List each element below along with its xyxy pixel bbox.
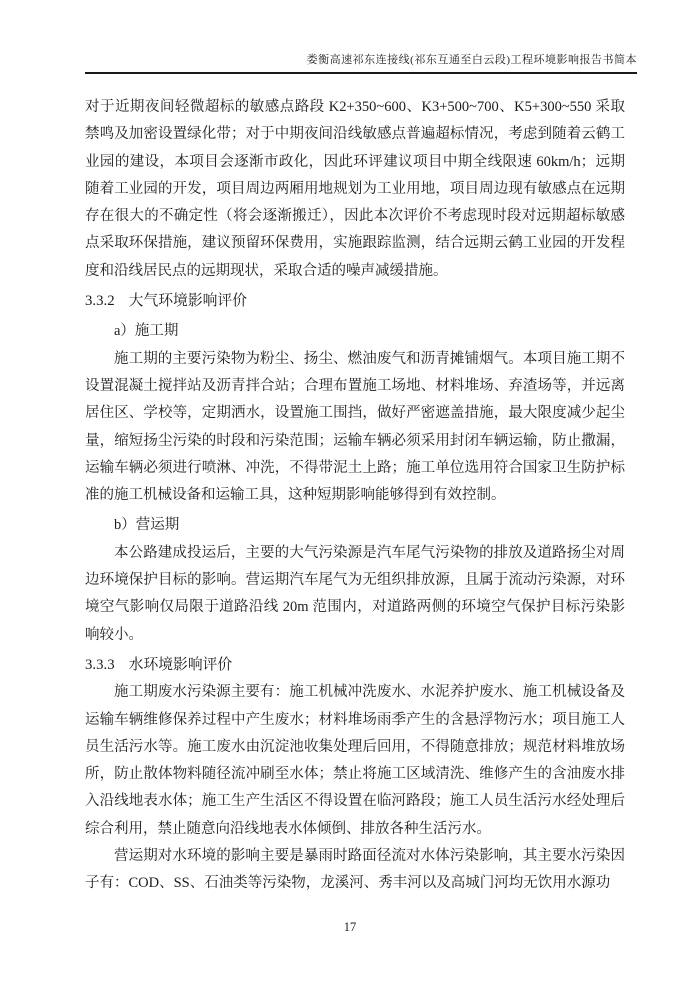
running-header-title: 娄衡高速祁东连接线(祁东互通至白云段)工程环境影响报告书简本 xyxy=(306,54,637,66)
section-heading-3-3-3 xyxy=(85,652,625,679)
subheading-construction-period: a）施工期 xyxy=(114,323,179,340)
page-footer xyxy=(0,920,700,935)
section-title: 水环境影响评价 xyxy=(128,656,233,673)
running-header xyxy=(85,52,637,74)
paragraph-noise-mitigation-continued: 对于近期夜间轻微超标的敏感点路段 K2+350~600、K3+500~700、K5+300~550 采取禁鸣及加密设置绿化带；对于中期夜间沿线敏感点普遍超标情况，考虑到随着云鹤工业园的建设，本项目会逐渐市政化，因此环评建议项目中期全线限速 60km/h；远期随着工业园的开发，项目周边两厢用地规划为工业用地，项目周边现有敏感点在远期存在很大的不确定性（将会逐渐搬迁），因此本次评价不考虑现时段对远期超标敏感点采取环保措施，建议预留环保费用，实施跟踪监测，结合远期云鹤工业园的开发程度和沿线居民点的远期现状，采取合适的噪声减缓措施。 xyxy=(85,99,625,279)
page-number: 17 xyxy=(343,920,357,934)
section-heading-3-3-2 xyxy=(85,288,625,315)
paragraph-operation-water-impact: 营运期对水环境的影响主要是暴雨时路面径流对水体污染影响，其主要水污染因子有：COD、SS、石油类等污染物，龙溪河、秀丰河以及高城门河均无饮用水源功 xyxy=(85,848,625,892)
subheading-operation-period: b）营运期 xyxy=(114,517,180,534)
paragraph-construction-air-impact: 施工期的主要污染物为粉尘、扬尘、燃油废气和沥青摊铺烟气。本项目施工期不设置混凝土搅拌站及沥青拌合站；合理布置施工场地、材料堆场、弃渣场等，并远离居住区、学校等，定期洒水，设置施工围挡，做好严密遮盖措施，最大限度减少起尘量，缩短扬尘污染的时段和污染范围；运输车辆必须采用封闭车辆运输，防止撒漏，运输车辆必须进行喷淋、冲洗，不得带泥土上路；施工单位选用符合国家卫生防护标准的施工机械设备和运输工具，这种短期影响能够得到有效控制。 xyxy=(85,350,625,504)
document-body xyxy=(85,94,625,898)
paragraph-operation-air-impact: 本公路建成投运后，主要的大气污染源是汽车尾气污染物的排放及道路扬尘对周边环境保护目标的影响。营运期汽车尾气为无组织排放源，且属于流动污染源，对环境空气影响仅局限于道路沿线 20m 范围内，对道路两侧的环境空气保护目标污染影响较小。 xyxy=(85,544,625,643)
section-number: 3.3.3 xyxy=(85,656,115,673)
section-title: 大气环境影响评价 xyxy=(128,293,248,310)
paragraph-construction-water-impact: 施工期废水污染源主要有：施工机械冲洗废水、水泥养护废水、施工机械设备及运输车辆维修保养过程中产生废水；材料堆场雨季产生的含悬浮物污水；项目施工人员生活污水等。施工废水由沉淀池收集处理后回用，不得随意排放；规范材料堆放场所，防止散体物料随径流冲刷至水体；禁止将施工区域清洗、维修产生的含油废水排入沿线地表水体；施工生产生活区不得设置在临河路段；施工人员生活污水经处理后综合利用，禁止随意向沿线地表水体倾倒、排放各种生活污水。 xyxy=(85,684,625,837)
section-number: 3.3.2 xyxy=(85,293,115,310)
